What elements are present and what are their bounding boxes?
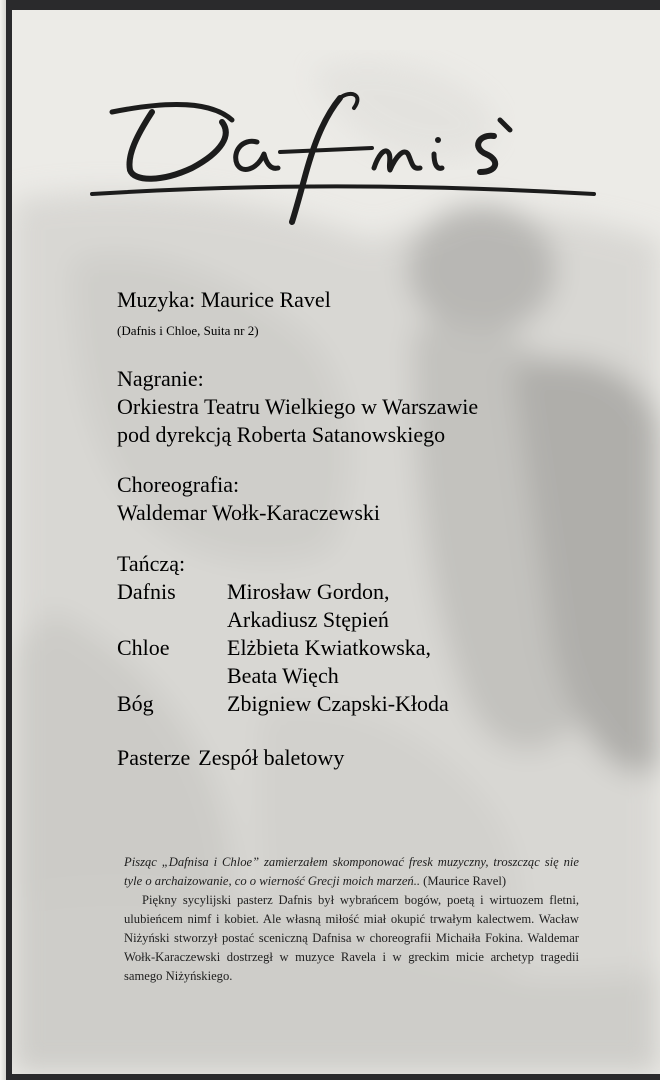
cast-heading: Tańczą: xyxy=(117,551,186,576)
recording-conductor: pod dyrekcją Roberta Satanowskiego xyxy=(117,422,446,447)
cast-ensemble: Zespół baletowy xyxy=(198,745,345,770)
cast-dancer: Beata Więch xyxy=(227,663,339,688)
choreography-heading: Choreografia: xyxy=(117,472,240,497)
cast-dancer: Arkadiusz Stępień xyxy=(227,607,389,632)
program-page xyxy=(12,10,660,1074)
description-paragraph: Piękny sycylijski pasterz Dafnis był wybrańcem bogów, poetą i wirtuozem fletni, ulubieńcem nimf i kobiet. Ale własną miłość miał okupić trwałym kalectwem. Wacław Niżyński stworzył postać sceniczną Dafnisa w choreografii Michaiła Fokina. Waldemar Wołk-Karaczewski dostrzegł w muzyce Ravela i w greckim micie archetyp tragedii samego Niżyńskiego. xyxy=(124,893,579,983)
recording-section xyxy=(117,365,478,449)
recording-heading: Nagranie: xyxy=(117,366,204,391)
choreography-section xyxy=(117,471,380,527)
cast-dancer: Elżbieta Kwiatkowska, xyxy=(227,635,432,660)
music-line: Muzyka: Maurice Ravel xyxy=(117,287,331,312)
cast-dancer: Mirosław Gordon, xyxy=(227,579,390,604)
recording-orchestra: Orkiestra Teatru Wielkiego w Warszawie xyxy=(117,394,479,419)
ravel-quote: Pisząc „Dafnisa i Chloe” zamierzałem skomponować fresk muzyczny, troszcząc się nie tyle o archaizowanie, co o wierność Grecji moich marzeń.. xyxy=(124,855,579,888)
cast-section xyxy=(117,550,577,772)
quote-attribution: (Maurice Ravel) xyxy=(420,874,507,888)
choreography-name: Waldemar Wołk-Karaczewski xyxy=(117,500,380,525)
description-block xyxy=(124,853,579,986)
cast-row-dafnis xyxy=(117,578,577,634)
cast-role: Chloe xyxy=(117,635,170,660)
cast-row-shepherds xyxy=(117,744,577,772)
music-sub: (Dafnis i Chloe, Suita nr 2) xyxy=(117,323,259,338)
cast-role: Pasterze xyxy=(117,745,191,770)
cast-row-bog xyxy=(117,690,577,718)
cast-row-chloe xyxy=(117,634,577,690)
title-logo xyxy=(82,90,602,230)
cast-dancer: Zbigniew Czapski-Kłoda xyxy=(227,691,449,716)
page-edge xyxy=(0,0,6,1080)
cast-role: Bóg xyxy=(117,691,154,716)
cast-role: Dafnis xyxy=(117,579,176,604)
